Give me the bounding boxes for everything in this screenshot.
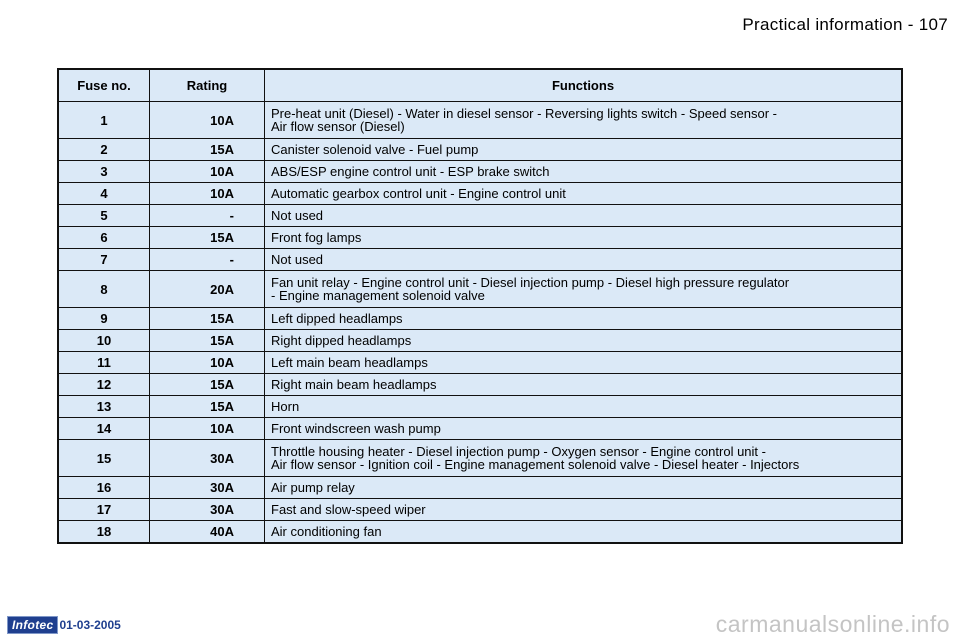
function-text: Automatic gearbox control unit - Engine control unit xyxy=(271,186,566,201)
fuse-rating-cell: 15A xyxy=(150,396,265,418)
table-row xyxy=(58,477,902,499)
table-row xyxy=(58,352,902,374)
function-text: Right main beam headlamps xyxy=(271,377,437,392)
fuse-functions-cell xyxy=(265,102,903,139)
table-row xyxy=(58,183,902,205)
fuse-number-cell: 12 xyxy=(58,374,150,396)
fuse-rating-cell: 10A xyxy=(150,352,265,374)
table-row xyxy=(58,521,902,544)
fuse-rating-cell: 30A xyxy=(150,499,265,521)
function-text: Canister solenoid valve - Fuel pump xyxy=(271,142,479,157)
fuse-rating-cell: 30A xyxy=(150,440,265,477)
function-text: Fan unit relay - Engine control unit - Diesel injection pump - Diesel high pressure regulator xyxy=(271,275,790,290)
fuse-functions-cell xyxy=(265,183,903,205)
fuse-functions-cell xyxy=(265,308,903,330)
function-text: Air pump relay xyxy=(271,480,355,495)
fuse-number-cell: 8 xyxy=(58,271,150,308)
table-row xyxy=(58,271,902,308)
fuse-functions-cell xyxy=(265,521,903,544)
function-text: Left main beam headlamps xyxy=(271,355,428,370)
fuse-rating-cell: 10A xyxy=(150,102,265,139)
fuse-rating-cell: 10A xyxy=(150,418,265,440)
fuse-rating-cell: 20A xyxy=(150,271,265,308)
fuse-functions-cell xyxy=(265,499,903,521)
table-row xyxy=(58,499,902,521)
fuse-number-cell: 14 xyxy=(58,418,150,440)
fuse-number-cell: 4 xyxy=(58,183,150,205)
fuse-number-cell: 18 xyxy=(58,521,150,544)
fuse-number-cell: 1 xyxy=(58,102,150,139)
function-text: Horn xyxy=(271,399,300,414)
fuse-table-body xyxy=(58,102,902,544)
function-text: Air flow sensor (Diesel) xyxy=(271,119,405,134)
function-text: Pre-heat unit (Diesel) - Water in diesel sensor - Reversing lights switch - Speed sensor - xyxy=(271,106,777,121)
watermark: carmanualsonline.info xyxy=(715,611,950,637)
fuse-number-cell: 10 xyxy=(58,330,150,352)
fuse-rating-cell: - xyxy=(150,205,265,227)
footer-date: 01-03-2005 xyxy=(59,618,121,632)
fuse-rating-cell: 15A xyxy=(150,227,265,249)
fuse-number-cell: 15 xyxy=(58,440,150,477)
fuse-functions-cell xyxy=(265,271,903,308)
infotec-logo: Infotec xyxy=(7,616,58,634)
page-title: Practical information - 107 xyxy=(742,15,948,34)
fuse-rating-cell: 15A xyxy=(150,330,265,352)
fuse-table xyxy=(57,68,903,544)
table-row xyxy=(58,139,902,161)
function-text: ABS/ESP engine control unit - ESP brake switch xyxy=(271,164,550,179)
table-row xyxy=(58,418,902,440)
fuse-rating-cell: 10A xyxy=(150,161,265,183)
fuse-functions-cell xyxy=(265,139,903,161)
fuse-number-cell: 5 xyxy=(58,205,150,227)
fuse-functions-cell xyxy=(265,227,903,249)
fuse-functions-cell xyxy=(265,374,903,396)
function-text: Front windscreen wash pump xyxy=(271,421,441,436)
header-functions: Functions xyxy=(265,69,903,102)
table-row xyxy=(58,374,902,396)
table-row xyxy=(58,396,902,418)
function-text: Not used xyxy=(271,252,324,267)
fuse-rating-cell: 15A xyxy=(150,374,265,396)
function-text: Fast and slow-speed wiper xyxy=(271,502,426,517)
table-header-row xyxy=(58,69,902,102)
fuse-functions-cell xyxy=(265,249,903,271)
table-row xyxy=(58,161,902,183)
fuse-functions-cell xyxy=(265,440,903,477)
table-row xyxy=(58,440,902,477)
fuse-functions-cell xyxy=(265,161,903,183)
function-text: Front fog lamps xyxy=(271,230,362,245)
header-fuse-no: Fuse no. xyxy=(58,69,150,102)
header-rating: Rating xyxy=(150,69,265,102)
function-text: Not used xyxy=(271,208,324,223)
fuse-rating-cell: 15A xyxy=(150,308,265,330)
function-text: - Engine management solenoid valve xyxy=(271,288,485,303)
table-row xyxy=(58,308,902,330)
fuse-number-cell: 11 xyxy=(58,352,150,374)
fuse-number-cell: 3 xyxy=(58,161,150,183)
fuse-rating-cell: 30A xyxy=(150,477,265,499)
fuse-rating-cell: 15A xyxy=(150,139,265,161)
table-row xyxy=(58,205,902,227)
fuse-functions-cell xyxy=(265,477,903,499)
table-row xyxy=(58,102,902,139)
fuse-rating-cell: 10A xyxy=(150,183,265,205)
table-row xyxy=(58,227,902,249)
function-text: Throttle housing heater - Diesel injection pump - Oxygen sensor - Engine control unit - xyxy=(271,444,766,459)
fuse-functions-cell xyxy=(265,418,903,440)
table-row xyxy=(58,249,902,271)
function-text: Left dipped headlamps xyxy=(271,311,403,326)
function-text: Air flow sensor - Ignition coil - Engine management solenoid valve - Diesel heater - Injectors xyxy=(271,457,800,472)
function-text: Air conditioning fan xyxy=(271,524,382,539)
fuse-number-cell: 13 xyxy=(58,396,150,418)
fuse-number-cell: 7 xyxy=(58,249,150,271)
table-row xyxy=(58,330,902,352)
fuse-number-cell: 6 xyxy=(58,227,150,249)
fuse-rating-cell: 40A xyxy=(150,521,265,544)
fuse-number-cell: 2 xyxy=(58,139,150,161)
fuse-number-cell: 16 xyxy=(58,477,150,499)
fuse-number-cell: 9 xyxy=(58,308,150,330)
fuse-functions-cell xyxy=(265,330,903,352)
fuse-rating-cell: - xyxy=(150,249,265,271)
fuse-functions-cell xyxy=(265,396,903,418)
fuse-number-cell: 17 xyxy=(58,499,150,521)
footer xyxy=(7,616,121,634)
fuse-functions-cell xyxy=(265,205,903,227)
fuse-functions-cell xyxy=(265,352,903,374)
function-text: Right dipped headlamps xyxy=(271,333,412,348)
